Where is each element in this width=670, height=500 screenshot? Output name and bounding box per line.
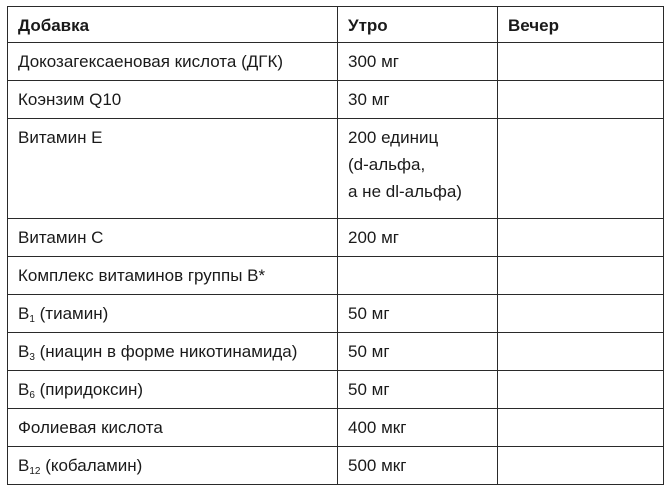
table-row [8,409,664,447]
evening-dose [498,219,664,257]
vitamin-description: (ниацин в форме никотинамида) [34,342,298,361]
evening-dose [498,81,664,119]
morning-dose: 50 мг [338,295,498,333]
morning-dose: 200 мг [338,219,498,257]
table-header-row [8,7,664,43]
supplement-name [8,295,338,333]
table-row [8,257,664,295]
header-evening: Вечер [498,7,664,43]
supplement-name: Витамин C [8,219,338,257]
table-row [8,447,664,485]
vitamin-letter: B [18,380,30,399]
vitamin-subscript: 6 [29,390,35,401]
morning-dose: 50 мг [338,333,498,371]
evening-dose [498,295,664,333]
morning-dose: 500 мкг [338,447,498,485]
evening-dose [498,257,664,295]
table-row [8,81,664,119]
morning-dose [338,119,498,219]
vitamin-description: (тиамин) [34,304,109,323]
morning-dose: 300 мг [338,43,498,81]
evening-dose [498,43,664,81]
vitamin-letter: B [18,304,30,323]
morning-dose: 400 мкг [338,409,498,447]
evening-dose [498,371,664,409]
supplement-name [8,333,338,371]
morning-dose [338,257,498,295]
supplement-name [8,447,338,485]
table-row [8,119,664,219]
supplement-name [8,371,338,409]
table-row [8,333,664,371]
supplement-name: Витамин E [8,119,338,219]
table-row [8,219,664,257]
evening-dose [498,333,664,371]
vitamin-letter: B [18,456,30,475]
supplement-name: Коэнзим Q10 [8,81,338,119]
evening-dose [498,409,664,447]
vitamin-subscript: 1 [29,314,35,325]
evening-dose [498,119,664,219]
vitamin-letter: B [18,342,30,361]
table-row [8,371,664,409]
dose-line: (d-альфа, [348,155,426,174]
supplement-name: Комплекс витаминов группы B* [8,257,338,295]
supplement-schedule-table [7,6,664,485]
vitamin-subscript: 12 [29,466,41,477]
header-supplement: Добавка [8,7,338,43]
supplement-name: Фолиевая кислота [8,409,338,447]
vitamin-subscript: 3 [29,352,35,363]
morning-dose: 30 мг [338,81,498,119]
header-morning: Утро [338,7,498,43]
vitamin-description: (пиридоксин) [34,380,143,399]
dose-line: 200 единиц [348,128,439,147]
dose-line: а не dl-альфа) [348,182,462,201]
vitamin-description: (кобаламин) [40,456,143,475]
table-row [8,295,664,333]
table-row [8,43,664,81]
morning-dose: 50 мг [338,371,498,409]
evening-dose [498,447,664,485]
supplement-name: Докозагексаеновая кислота (ДГК) [8,43,338,81]
